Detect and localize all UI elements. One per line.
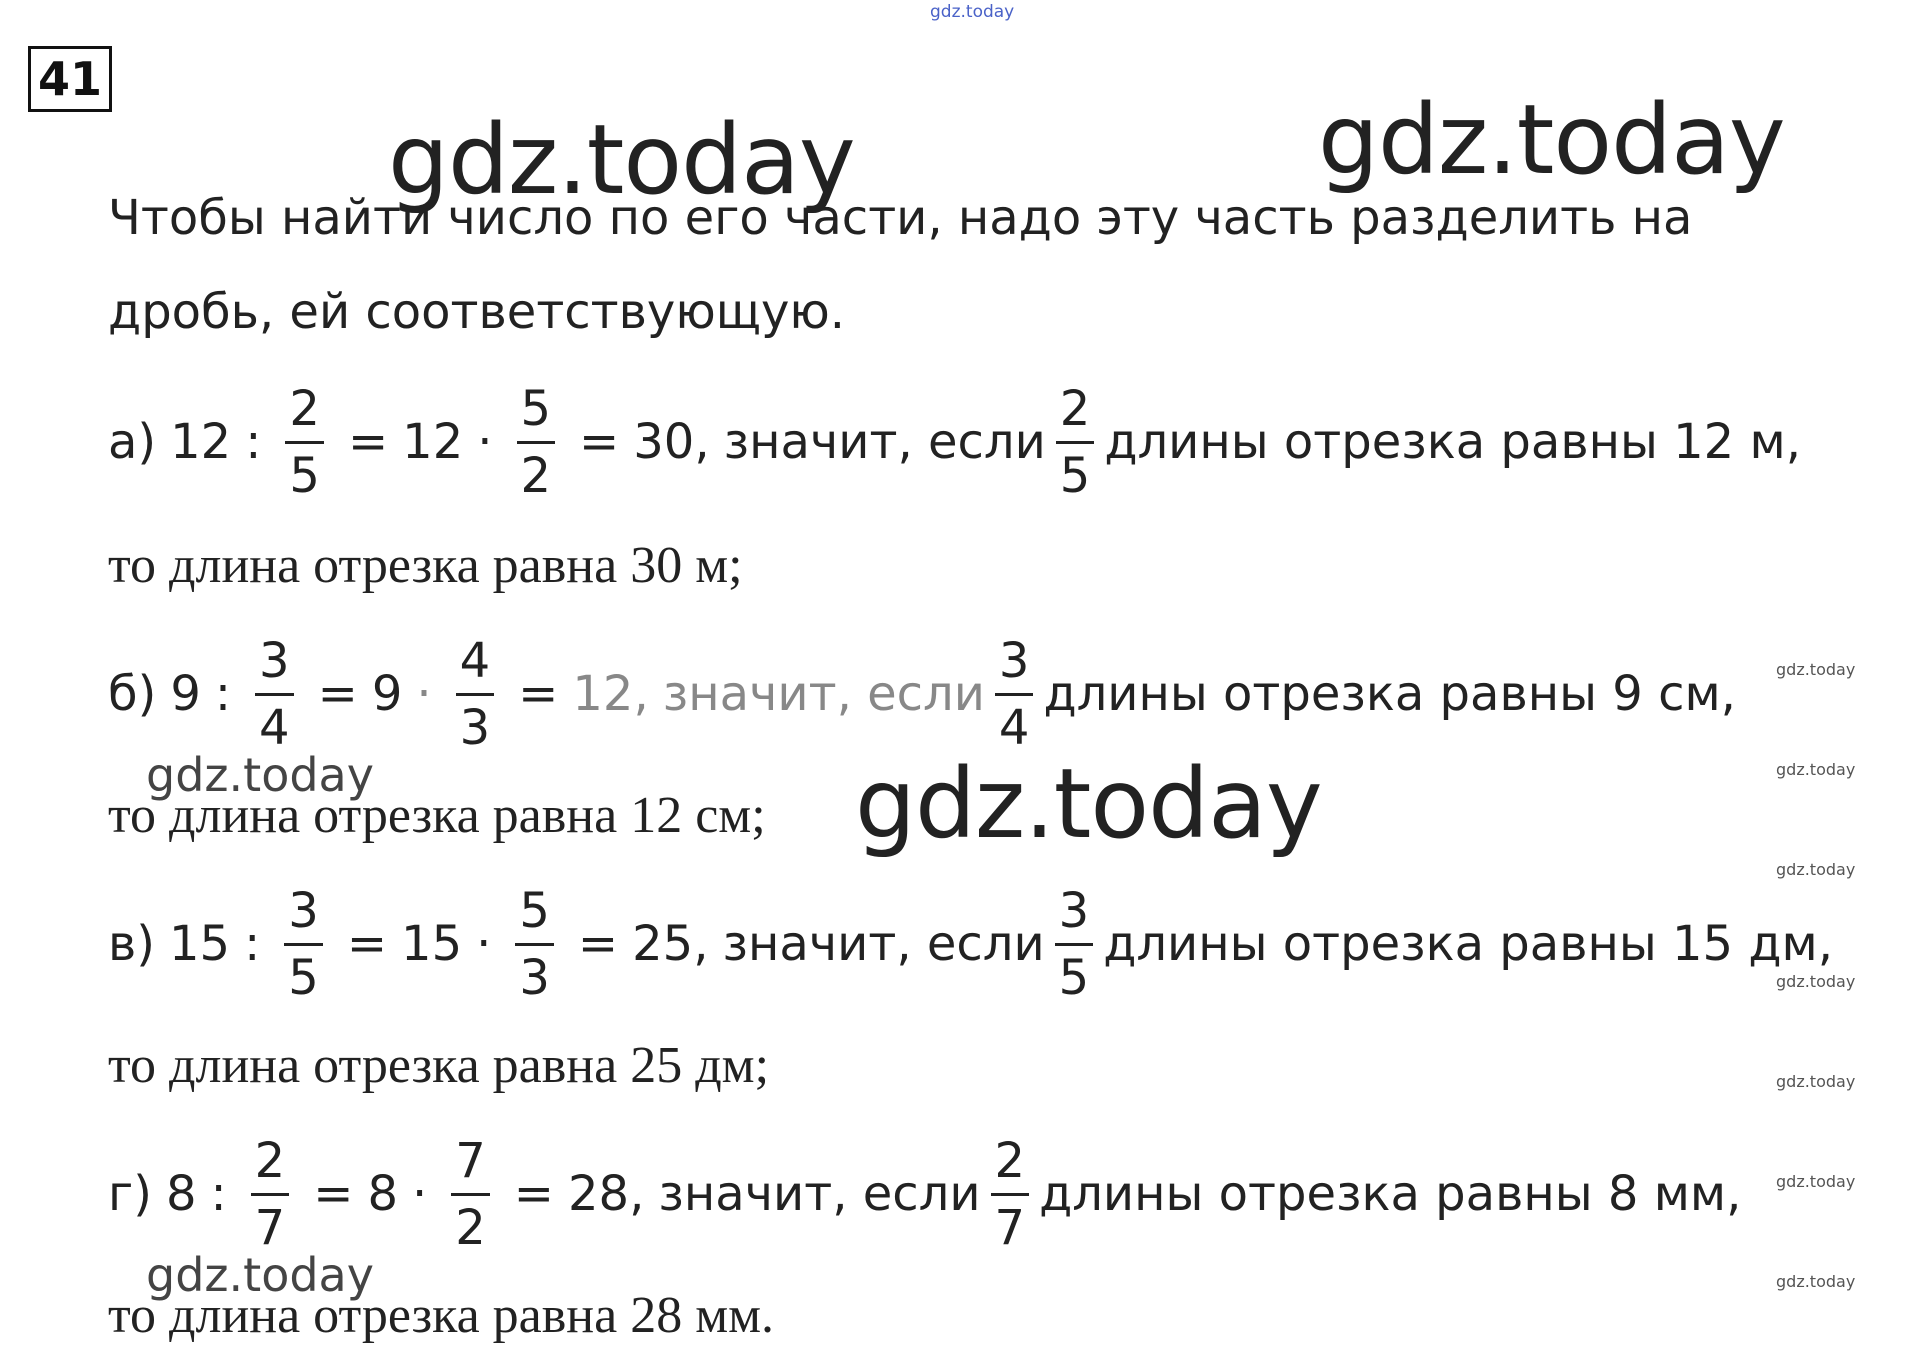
numerator: 5 (520, 380, 552, 437)
numerator: 2 (254, 1132, 286, 1189)
equation-g (108, 1124, 1741, 1264)
equals-sign: = (518, 666, 559, 722)
equals-sign: = (317, 666, 358, 722)
dividend: 12 (170, 414, 232, 470)
denominator: 5 (288, 949, 319, 1006)
division-sign: : (210, 1166, 227, 1222)
fraction-bar (1055, 943, 1094, 946)
fraction (451, 1132, 490, 1256)
fraction (285, 380, 324, 504)
division-sign: : (214, 666, 232, 722)
numerator: 3 (259, 632, 290, 689)
equals-sign: = (513, 1166, 555, 1222)
denominator: 4 (998, 699, 1030, 756)
watermark-big-right: gdz.today (1318, 84, 1785, 196)
equals-sign: = (313, 1166, 354, 1222)
equation-v (108, 874, 1833, 1014)
mid-text: значит, если (662, 666, 985, 722)
fraction-bar (251, 1193, 290, 1196)
watermark-mid-g: gdz.today (146, 1248, 374, 1302)
fraction (517, 380, 556, 504)
fraction-bar (517, 441, 556, 444)
division-sign: : (244, 916, 261, 972)
watermark-big-left: gdz.today (388, 104, 855, 216)
numerator: 3 (288, 882, 319, 939)
rule-line-2: дробь, ей соответствующую. (108, 284, 846, 340)
equals-sign: = (579, 414, 620, 470)
result: 12, (572, 666, 649, 722)
equals-sign: = (347, 414, 389, 470)
multiplicand: 12 (402, 414, 464, 470)
equation-a (108, 372, 1801, 512)
denominator: 5 (1059, 447, 1091, 504)
dividend: 15 (169, 916, 231, 972)
numerator: 3 (1058, 882, 1090, 939)
multiplicand: 8 (367, 1166, 398, 1222)
multiply-sign: · (411, 1166, 428, 1222)
equation-b (108, 624, 1736, 764)
watermark-small: gdz.today (1776, 972, 1856, 991)
conclusion-v: то длина отрезка равна 25 дм; (108, 1037, 770, 1094)
item-label: б) (108, 666, 157, 722)
denominator: 7 (994, 1199, 1026, 1256)
fraction (284, 882, 323, 1006)
multiply-sign: · (476, 916, 492, 972)
fraction-bar (255, 693, 294, 696)
equals-sign: = (577, 916, 619, 972)
denominator: 7 (254, 1199, 286, 1256)
tail-text: длины отрезка равны 12 м, (1104, 414, 1801, 470)
tail-text: длины отрезка равны 15 дм, (1103, 916, 1834, 972)
tail-text: длины отрезка равны 8 мм, (1039, 1166, 1742, 1222)
fraction (251, 1132, 290, 1256)
fraction-bar (456, 693, 495, 696)
conclusion-a: то длина отрезка равна 30 м; (108, 537, 743, 594)
multiply-sign: · (416, 666, 432, 722)
item-label: в) (108, 916, 156, 972)
division-sign: : (245, 414, 262, 470)
fraction (1056, 380, 1095, 504)
item-label: г) (108, 1166, 152, 1222)
fraction-bar (995, 693, 1034, 696)
mid-text: значит, если (722, 916, 1045, 972)
equals-sign: = (346, 916, 388, 972)
watermark-small: gdz.today (1776, 1272, 1856, 1291)
watermark-small: gdz.today (1776, 860, 1856, 879)
fraction-bar (1056, 441, 1095, 444)
fraction (1055, 882, 1094, 1006)
fraction (515, 882, 554, 1006)
watermark-small: gdz.today (1776, 760, 1856, 779)
numerator: 3 (998, 632, 1030, 689)
rule-line-1: Чтобы найти число по его части, надо эту часть разделить на (108, 190, 1693, 246)
numerator: 2 (289, 380, 320, 437)
fraction-bar (451, 1193, 490, 1196)
watermark-small: gdz.today (1776, 660, 1856, 679)
denominator: 2 (455, 1199, 486, 1256)
result: 30, (633, 414, 710, 470)
multiplicand: 9 (371, 666, 403, 722)
item-label: а) (108, 414, 157, 470)
result: 28, (568, 1166, 645, 1222)
conclusion-g: то длина отрезка равна 28 мм. (108, 1287, 775, 1344)
fraction (255, 632, 294, 756)
problem-number: 41 (28, 46, 112, 112)
fraction (995, 632, 1034, 756)
conclusion-b: то длина отрезка равна 12 см; (108, 787, 766, 844)
denominator: 3 (459, 699, 491, 756)
watermark-mid-b: gdz.today (146, 748, 374, 802)
denominator: 5 (1058, 949, 1090, 1006)
numerator: 5 (519, 882, 550, 939)
multiplicand: 15 (401, 916, 463, 972)
denominator: 4 (259, 699, 290, 756)
numerator: 7 (455, 1132, 486, 1189)
numerator: 2 (994, 1132, 1026, 1189)
denominator: 2 (520, 447, 552, 504)
watermark-small: gdz.today (1776, 1072, 1856, 1091)
mid-text: значит, если (723, 414, 1046, 470)
watermark-small: gdz.today (1776, 1172, 1856, 1191)
watermark-top: gdz.today (930, 2, 1015, 22)
fraction (456, 632, 495, 756)
fraction-bar (285, 441, 324, 444)
mid-text: значит, если (658, 1166, 981, 1222)
fraction-bar (284, 943, 323, 946)
multiply-sign: · (477, 414, 493, 470)
tail-text: длины отрезка равны 9 см, (1043, 666, 1736, 722)
denominator: 5 (289, 447, 320, 504)
watermark-big-center: gdz.today (855, 748, 1322, 860)
fraction-bar (515, 943, 554, 946)
fraction (991, 1132, 1030, 1256)
result: 25, (632, 916, 709, 972)
dividend: 8 (165, 1166, 197, 1222)
numerator: 2 (1059, 380, 1091, 437)
denominator: 3 (519, 949, 550, 1006)
dividend: 9 (170, 666, 201, 722)
numerator: 4 (459, 632, 491, 689)
fraction-bar (991, 1193, 1030, 1196)
